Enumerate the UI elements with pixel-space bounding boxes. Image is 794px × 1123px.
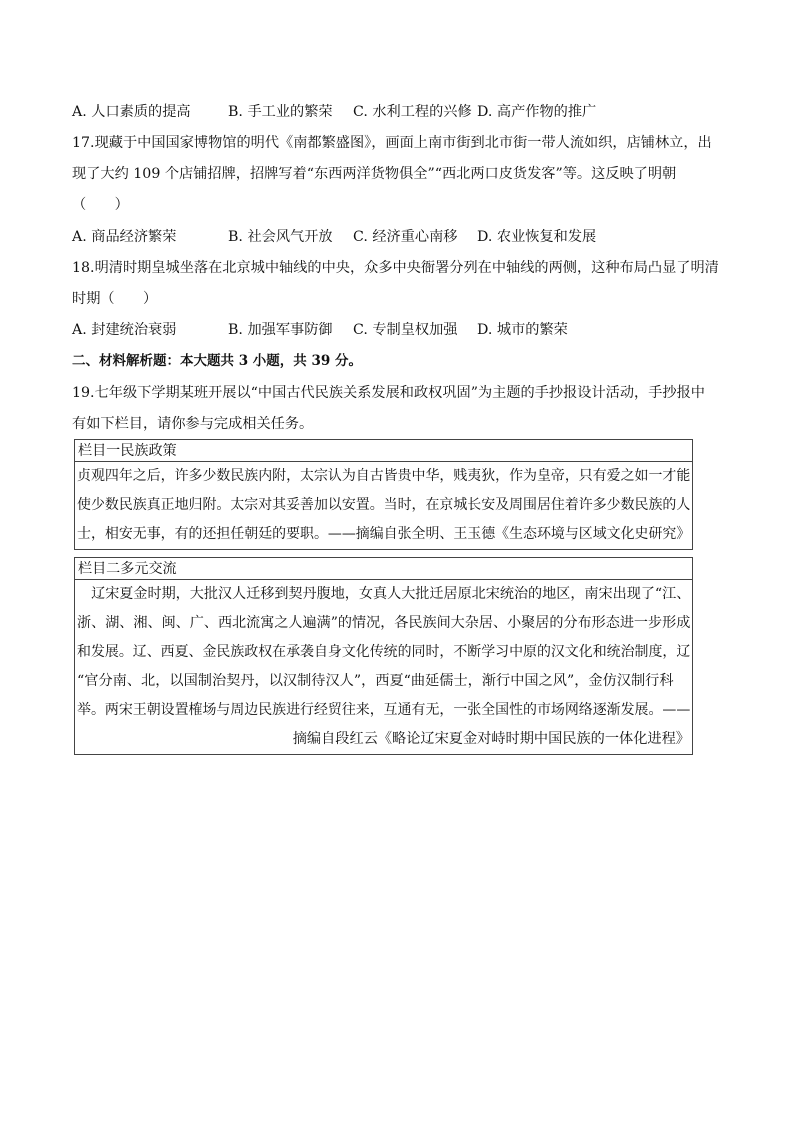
q16-option-d[interactable]: D. 高产作物的推广 [477, 104, 597, 120]
section-heading: 二、材料解析题：本大题共 3 小题，共 39 分。 [72, 353, 362, 369]
q17-option-d[interactable]: D. 农业恢复和发展 [477, 229, 597, 245]
column-one-line: 士，相安无事，有的还担任朝廷的要职。——摘编自张全明、王玉德《生态环境与区域文化史研究》 [77, 526, 691, 542]
q18-option-a[interactable]: A. 封建统治衰弱 [72, 322, 177, 338]
q17-stem-line-2: 现了大约 109 个店铺招牌，招牌写着“东西两洋货物俱全”“西北两口皮货发客”等。这反映了明朝 [72, 166, 677, 182]
q19-stem-line-2: 有如下栏目，请你参与完成相关任务。 [72, 416, 314, 432]
q16-option-c[interactable]: C. 水利工程的兴修 [353, 104, 472, 120]
column-two-body [75, 580, 692, 754]
q17-option-b[interactable]: B. 社会风气开放 [228, 229, 333, 245]
q18-stem-line-2: 时期（ ） [72, 291, 158, 307]
column-two-line: 辽宋夏金时期，大批汉人迁移到契丹腹地，女真人大批迁居原北宋统治的地区，南宋出现了“江、 [77, 586, 691, 602]
column-one-line: 使少数民族真正地归附。太宗对其妥善加以安置。当时，在京城长安及周围居住着许多少数民族的人 [77, 497, 691, 513]
column-two-box [74, 557, 693, 755]
q17-option-a[interactable]: A. 商品经济繁荣 [72, 229, 177, 245]
q16-option-a[interactable]: A. 人口素质的提高 [72, 104, 191, 120]
q18-stem-line-1: 18.明清时期皇城坐落在北京城中轴线的中央，众多中央衙署分列在中轴线的两侧，这种布局凸显了明清 [72, 260, 719, 276]
column-one-line: 贞观四年之后，许多少数民族内附，太宗认为自古皆贵中华，贱夷狄，作为皇帝，只有爱之如一才能 [77, 468, 691, 484]
column-two-line: 和发展。辽、西夏、金民族政权在承袭自身文化传统的同时，不断学习中原的汉文化和统治制度，辽 [77, 644, 691, 660]
q18-option-d[interactable]: D. 城市的繁荣 [477, 322, 568, 338]
column-two-title: 栏目二多元交流 [77, 561, 177, 577]
q17-stem-line-1: 17.现藏于中国国家博物馆的明代《南都繁盛图》，画面上南市街到北市街一带人流如织，店铺林立，出 [72, 135, 712, 151]
column-one-box [74, 439, 693, 550]
q17-option-c[interactable]: C. 经济重心南移 [353, 229, 458, 245]
column-two-source: 摘编自段红云《略论辽宋夏金对峙时期中国民族的一体化进程》 [292, 731, 690, 747]
column-two-line: 浙、湖、湘、闽、广、西北流寓之人遍满”的情况，各民族间大杂居、小聚居的分布形态进一步形成 [77, 615, 691, 631]
q19-stem-line-1: 19.七年级下学期某班开展以“中国古代民族关系发展和政权巩固”为主题的手抄报设计活动，手抄报中 [72, 385, 705, 401]
column-two-line: “官分南、北，以国制治契丹，以汉制待汉人”，西夏“曲延儒士，渐行中国之风”，金仿汉制行科 [77, 673, 674, 689]
q16-option-b[interactable]: B. 手工业的繁荣 [228, 104, 333, 120]
column-one-body [75, 462, 692, 549]
column-one-title: 栏目一民族政策 [77, 443, 177, 459]
column-two-line: 举。两宋王朝设置榷场与周边民族进行经贸往来，互通有无，一张全国性的市场网络逐渐发展。—— [77, 702, 691, 718]
q18-option-b[interactable]: B. 加强军事防御 [228, 322, 333, 338]
q18-option-c[interactable]: C. 专制皇权加强 [353, 322, 458, 338]
q17-answer-blank: （ ） [72, 197, 129, 213]
